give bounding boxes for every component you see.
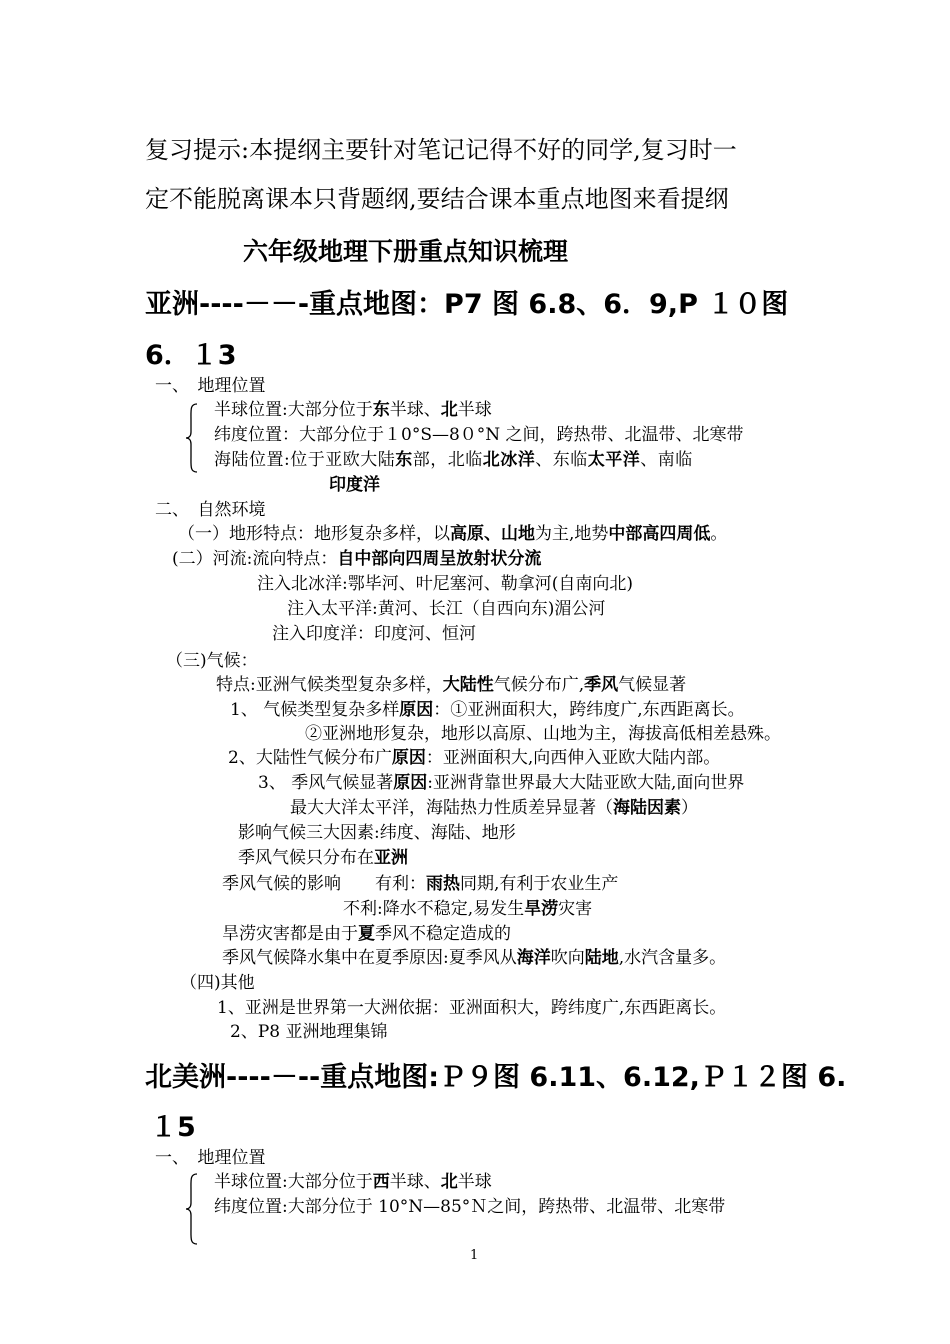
asia-climate-factors: 影响气候三大因素:纬度、海陆、地形 <box>238 823 516 843</box>
na-hemisphere: 半球位置:大部分位于西半球、北半球 <box>214 1172 492 1192</box>
na-location-title: 一、 地理位置 <box>155 1148 266 1168</box>
asia-sea-land-cont: 印度洋 <box>329 475 380 495</box>
brace-icon <box>184 1172 200 1246</box>
asia-climate-reason-3b: 最大大洋太平洋，海陆热力性质差异显著（海陆因素） <box>290 798 698 818</box>
page-number: 1 <box>470 1248 479 1263</box>
asia-location-title: 一、 地理位置 <box>155 376 266 396</box>
brace-icon <box>184 402 200 474</box>
asia-heading-cont: 6．１3 <box>145 340 237 371</box>
asia-latitude: 纬度位置：大部分位于１0°S—8０°N 之间，跨热带、北温带、北寒带 <box>214 425 744 445</box>
document-title: 六年级地理下册重点知识梳理 <box>243 237 569 266</box>
asia-river-indian: 注入印度洋：印度河、恒河 <box>272 624 476 644</box>
review-tip-line-1: 复习提示:本提纲主要针对笔记记得不好的同学,复习时一 <box>145 136 737 164</box>
asia-rain: 季风气候降水集中在夏季原因:夏季风从海洋吹向陆地,水汽含量多。 <box>222 948 727 968</box>
asia-climate-reason-1b: ②亚洲地形复杂，地形以高原、山地为主，海拔高低相差悬殊。 <box>305 724 781 744</box>
asia-monsoon-only: 季风气候只分布在亚洲 <box>238 848 408 868</box>
asia-hemisphere: 半球位置:大部分位于东半球、北半球 <box>214 400 492 420</box>
asia-river-pacific: 注入太平洋:黄河、长江（自西向东)湄公河 <box>287 599 606 619</box>
asia-river-arctic: 注入北冰洋:鄂毕河、叶尼塞河、勒拿河(自南向北) <box>257 574 633 594</box>
review-tip-line-2: 定不能脱离课本只背题纲,要结合课本重点地图来看提纲 <box>145 185 729 213</box>
asia-sea-land: 海陆位置:位于亚欧大陆东部，北临北冰洋、东临太平洋、南临 <box>214 450 693 470</box>
asia-climate-feature: 特点:亚洲气候类型复杂多样，大陆性气候分布广,季风气候显著 <box>216 675 687 695</box>
asia-climate-reason-2: 2、大陆性气候分布广原因：亚洲面积大,向西伸入亚欧大陆内部。 <box>228 748 721 768</box>
asia-river: (二）河流:流向特点：自中部向四周呈放射状分流 <box>172 549 542 569</box>
asia-heading: 亚洲----－－-重点地图：P7 图 6.8、6．9,P １０图 <box>145 289 789 320</box>
asia-drought: 旱涝灾害都是由于夏季风不稳定造成的 <box>222 924 511 944</box>
asia-terrain: （一）地形特点：地形复杂多样，以高原、山地为主,地势中部高四周低。 <box>178 524 728 544</box>
north-america-heading: 北美洲----－--重点地图:Ｐ９图 6.11、6.12,Ｐ１２图 6. <box>145 1062 847 1093</box>
asia-climate-title: （三)气候： <box>166 651 258 671</box>
asia-other-2: 2、P8 亚洲地理集锦 <box>230 1022 388 1042</box>
asia-climate-reason-1: 1、 气候类型复杂多样原因：①亚洲面积大，跨纬度广,东西距离长。 <box>230 700 745 720</box>
north-america-heading-cont: １5 <box>150 1112 196 1143</box>
asia-monsoon-bad: 不利:降水不稳定,易发生旱涝灾害 <box>343 899 593 919</box>
asia-nature-title: 二、 自然环境 <box>155 500 266 520</box>
asia-other-title: （四)其他 <box>180 973 255 993</box>
asia-other-1: 1、亚洲是世界第一大洲依据：亚洲面积大，跨纬度广,东西距离长。 <box>217 998 727 1018</box>
asia-climate-reason-3: 3、 季风气候显著原因:亚洲背靠世界最大大陆亚欧大陆,面向世界 <box>258 773 745 793</box>
asia-monsoon-effect: 季风气候的影响 有利：雨热同期,有利于农业生产 <box>222 874 619 894</box>
na-latitude: 纬度位置:大部分位于 10°N—85°Ｎ之间，跨热带、北温带、北寒带 <box>214 1197 726 1217</box>
